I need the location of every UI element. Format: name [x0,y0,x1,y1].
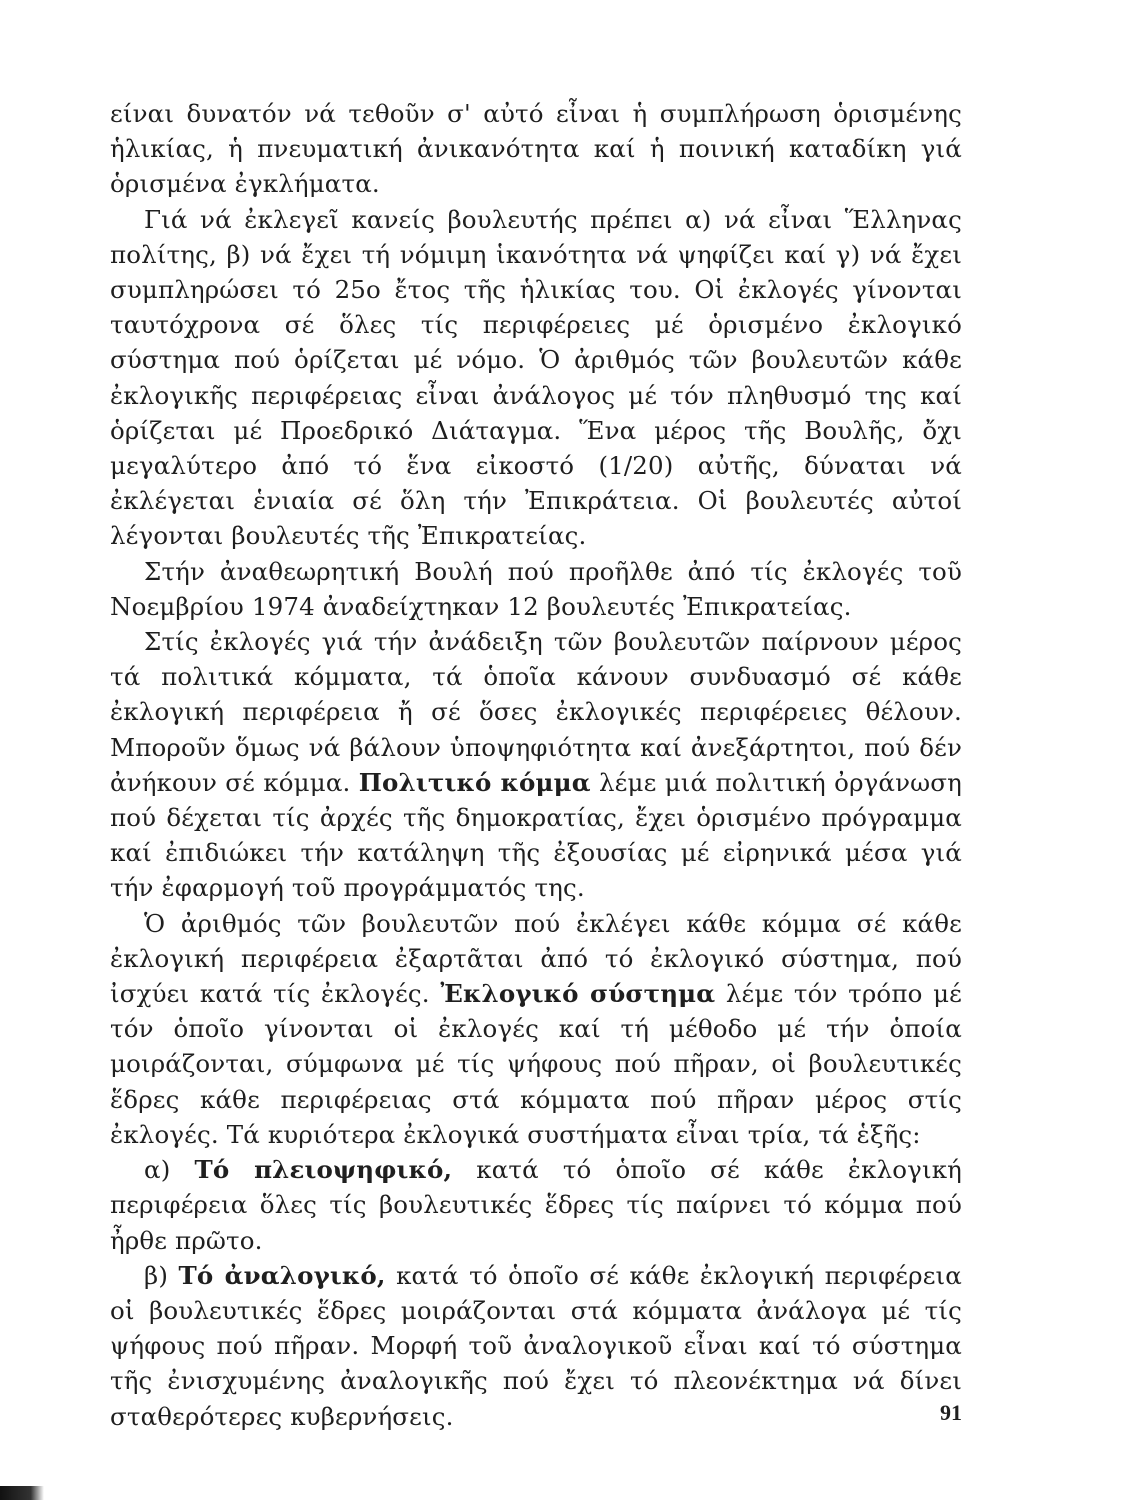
term-majoritarian: Τό πλειοψηφικό, [194,1155,453,1185]
paragraph-election-requirements [110,202,962,554]
paragraph-text: κατά τό ὁποῖο σέ κάθε ἐκλογική περιφέρεια οἱ βουλευτικές ἕδρες μοιράζονται στά κόμματα ἀνάλογα μέ τίς ψήφους πού πῆραν. Μορφή τοῦ ἀναλογικοῦ εἶναι καί τό σύστημα τῆς ἐνισχυμένης ἀναλογικῆς πού ἔχει τό πλεονέκτημα νά δίνει σταθερότερες κυβερνήσεις. [110,1260,962,1431]
paragraph-text: Στήν ἀναθεωρητική Βουλή πού προῆλθε ἀπό τίς ἐκλογές τοῦ Νοεμβρίου 1974 ἀναδείχτηκαν 12 βουλευτές Ἐπικρατείας. [110,556,962,621]
paragraph-text: Ὁ ἀριθμός τῶν βουλευτῶν πού ἐκλέγει κάθε κόμμα σέ κάθε ἐκλογική περιφέρεια ἐξαρτᾶται ἀπό τό ἐκλογικό σύστημα, πού ἰσχύει κατά τίς ἐκλογές. [110,908,962,1009]
term-political-party: Πολιτικό κόμμα [358,767,591,797]
page-number: 91 [940,1400,962,1425]
term-electoral-system: Ἐκλογικό σύστημα [440,979,716,1009]
paragraph-text: κατά τό ὁποῖο σέ κάθε ἐκλογική περιφέρεια ὅλες τίς βουλευτικές ἕδρες τίς παίρνει τό κόμμα πού ἦρθε πρῶτο. [110,1155,963,1255]
list-marker: α) [144,1155,195,1185]
paragraph-electoral-system [110,906,962,1152]
list-item-majoritarian [110,1152,962,1258]
paragraph-text: λέμε τόν τρόπο μέ τόν ὁποῖο γίνονται οἱ ἐκλογές καί τή μέθοδο μέ τήν ὁποία μοιράζονται, σύμφωνα μέ τίς ψήφους πού πῆραν, οἱ βουλευτικές ἕδρες κάθε περιφέρειας στά κόμματα πού πῆραν μέρος στίς ἐκλογές. Τά κυριότερα ἐκλογικά συστήματα εἶναι τρία, τά ἑξῆς: [110,979,962,1149]
scan-edge-shadow [0,1486,44,1500]
paragraph-political-party [110,624,962,906]
paragraph-text: είναι δυνατόν νά τεθοῦν σ' αὐτό εἶναι ἡ συμπλήρωση ὁρισμένης ἡλικίας, ἡ πνευματική ἀνικανότητα καί ἡ ποινική καταδίκη γιά ὁρισμένα ἐγκλήματα. [110,99,962,199]
paragraph-continued [110,96,962,202]
paragraph-text: Στίς ἐκλογές γιά τήν ἀνάδειξη τῶν βουλευτῶν παίρνουν μέρος τά πολιτικά κόμματα, τά ὁποῖα κάνουν συνδυασμό σέ κάθε ἐκλογική περιφέρεια ἤ σέ ὅσες ἐκλογικές περιφέρειες θέλουν. Μποροῦν ὅμως νά βάλουν ὑποψηφιότητα καί ἀνεξάρτητοι, πού δέν ἀνήκουν σέ κόμμα. [110,627,962,797]
list-marker: β) [144,1260,179,1290]
paragraph-text: λέμε μιά πολιτική ὀργάνωση πού δέχεται τίς ἀρχές τῆς δημοκρατίας, ἔχει ὁρισμένο πρόγραμμα καί ἐπιδιώκει τήν κατάληψη τῆς ἐξουσίας μέ εἰρηνικά μέσα γιά τήν ἐφαρμογή τοῦ προγράμματός της. [110,767,962,903]
list-item-proportional [110,1258,962,1434]
paragraph-1974-parliament [110,554,962,624]
paragraph-text: Γιά νά ἐκλεγεῖ κανείς βουλευτής πρέπει α) νά εἶναι Ἕλληνας πολίτης, β) νά ἔχει τή νόμιμη ἱκανότητα νά ψηφίζει καί γ) νά ἔχει συμπληρώσει τό 25ο ἔτος τῆς ἡλικίας του. Οἱ ἐκλογές γίνονται ταυτόχρονα σέ ὅλες τίς περιφέρειες μέ ὁρισμένο ἐκλογικό σύστημα πού ὁρίζεται μέ νόμο. Ὁ ἀριθμός τῶν βουλευτῶν κάθε ἐκλογικῆς περιφέρειας εἶναι ἀνάλογος μέ τόν πληθυσμό της καί ὁρίζεται μέ Προεδρικό Διάταγμα. Ἕνα μέρος τῆς Βουλῆς, ὄχι μεγαλύτερο ἀπό τό ἕνα εἰκοστό (1/20) αὐτῆς, δύναται νά ἐκλέγεται ἑνιαία σέ ὅλη τήν Ἐπικράτεια. Οἱ βουλευτές αὐτοί λέγονται βουλευτές τῆς Ἐπικρατείας. [110,204,962,551]
page-body [110,96,962,1434]
term-proportional: Τό ἀναλογικό, [178,1260,386,1290]
